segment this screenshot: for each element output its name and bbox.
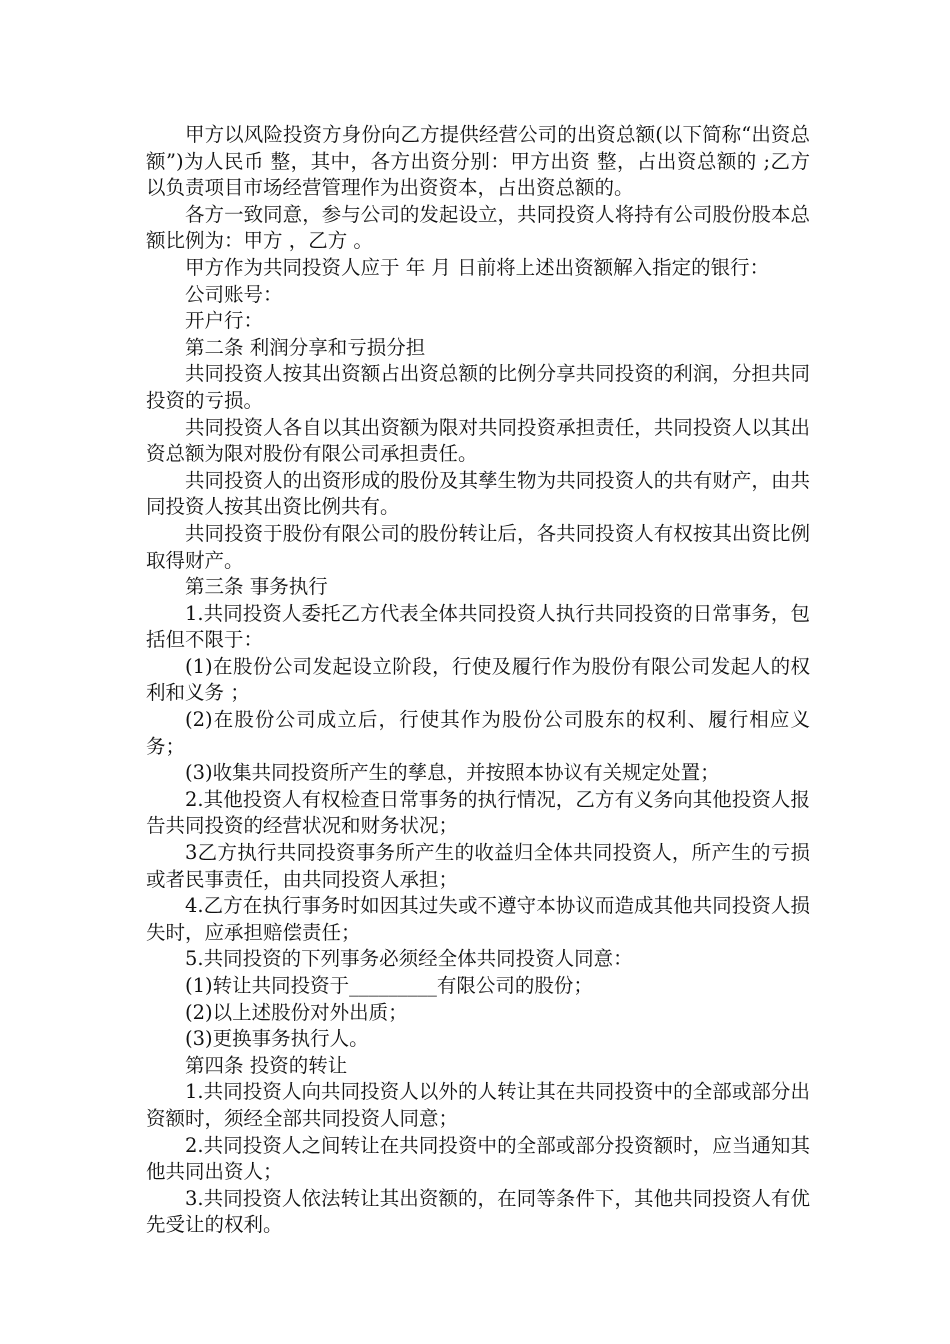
paragraph-consent-subitem-2: (2)以上述股份对外出质； bbox=[185, 1000, 408, 1024]
paragraph-consent-subitem-3: (3)更换事务执行人。 bbox=[185, 1027, 369, 1051]
paragraph-profit-sharing: 共同投资人按其出资额占出资总额的比例分享共同投资的利润，分担共同投资的亏损。 bbox=[146, 362, 810, 412]
paragraph-consent-subitem-1: (1)转让共同投资于_________有限公司的股份； bbox=[185, 974, 593, 997]
paragraph-opening-bank: 开户行： bbox=[185, 309, 264, 333]
paragraph-transfer-item-3: 3.共同投资人依法转让其出资额的，在同等条件下，其他共同投资人有优先受让的权利。 bbox=[146, 1186, 810, 1237]
paragraph-transfer-item-2: 2.共同投资人之间转让在共同投资中的全部或部分投资额时，应当通知其他共同出资人； bbox=[146, 1133, 810, 1184]
document-body bbox=[146, 122, 810, 1239]
section-heading-article-4: 第四条 投资的转让 bbox=[185, 1053, 348, 1077]
paragraph-subitem-3-interest: (3)收集共同投资所产生的孳息，并按照本协议有关规定处置； bbox=[185, 761, 720, 785]
paragraph-property-after-transfer: 共同投资于股份有限公司的股份转让后，各共同投资人有权按其出资比例取得财产。 bbox=[146, 521, 810, 572]
paragraph-capital-contribution: 甲方以风险投资方身份向乙方提供经营公司的出资总额(以下简称“出资总额”)为人民币 整，其中，各方出资分别：甲方出资 整，占出资总额的 ;乙方以负责项目市场经营管理作为出资资本，占出资总额的。 bbox=[146, 123, 810, 200]
paragraph-subitem-2-shareholder: (2)在股份公司成立后，行使其作为股份公司股东的权利、履行相应义务； bbox=[146, 708, 810, 758]
paragraph-transfer-item-1: 1.共同投资人向共同投资人以外的人转让其在共同投资中的全部或部分出资额时，须经全部共同投资人同意； bbox=[146, 1080, 810, 1130]
section-heading-article-2: 第二条 利润分享和亏损分担 bbox=[185, 335, 426, 359]
paragraph-item-4-compensation: 4.乙方在执行事务时如因其过失或不遵守本协议而造成其他共同投资人损失时，应承担赔偿责任； bbox=[146, 894, 810, 944]
paragraph-deposit-deadline: 甲方作为共同投资人应于 年 月 日前将上述出资额解入指定的银行： bbox=[185, 255, 770, 279]
paragraph-item-5-consent: 5.共同投资的下列事务必须经全体共同投资人同意： bbox=[185, 947, 633, 971]
paragraph-subitem-1-founding: (1)在股份公司发起设立阶段，行使及履行作为股份有限公司发起人的权利和义务 ； bbox=[146, 654, 810, 705]
paragraph-item-2-inspection: 2.其他投资人有权检查日常事务的执行情况，乙方有义务向其他投资人报告共同投资的经营状况和财务状况； bbox=[146, 787, 810, 838]
paragraph-common-property: 共同投资人的出资形成的股份及其孳生物为共同投资人的共有财产，由共同投资人按其出资比例共有。 bbox=[146, 468, 810, 519]
section-heading-article-3: 第三条 事务执行 bbox=[185, 575, 328, 599]
paragraph-company-account: 公司账号： bbox=[185, 282, 283, 306]
paragraph-item-3-proceeds: 3乙方执行共同投资事务所产生的收益归全体共同投资人，所产生的亏损或者民事责任，由共同投资人承担； bbox=[146, 841, 810, 891]
paragraph-liability: 共同投资人各自以其出资额为限对共同投资承担责任，共同投资人以其出资总额为限对股份有限公司承担责任。 bbox=[146, 415, 810, 466]
paragraph-item-1-entrust: 1.共同投资人委托乙方代表全体共同投资人执行共同投资的日常事务，包括但不限于： bbox=[146, 601, 810, 652]
paragraph-share-ratio: 各方一致同意，参与公司的发起设立，共同投资人将持有公司股份股本总额比例为：甲方 ，乙方 。 bbox=[146, 202, 810, 253]
